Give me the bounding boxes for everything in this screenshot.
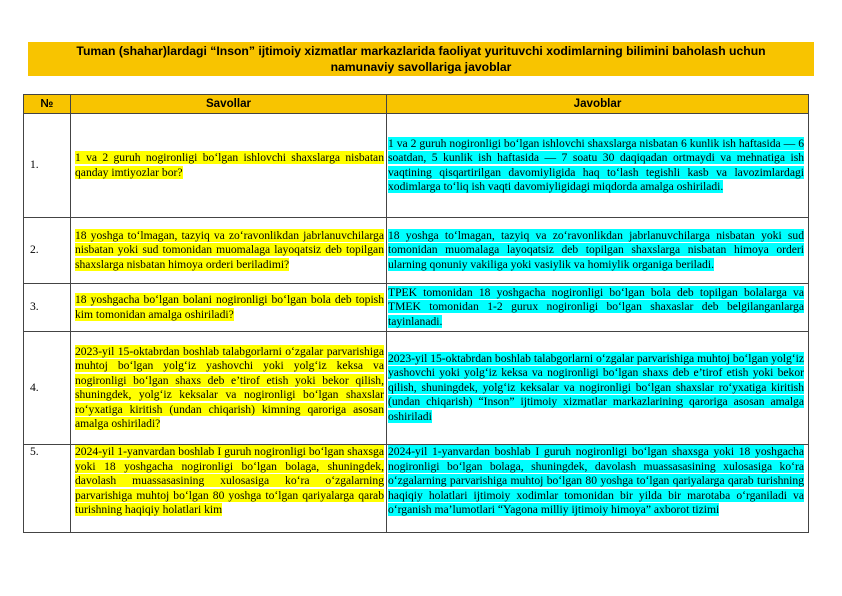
table-row: [24, 218, 809, 284]
question-cell: [71, 284, 387, 332]
row-number: 5.: [24, 445, 71, 533]
answer-text: TPEK tomonidan 18 yoshgacha nogironligi bo‘lgan bola deb topilgan bolalarga va TMEK tomonidan 1-2 gurux nogironligi bo‘lgan shaxaslar deb belgilanganlarga tayinlanadi.: [388, 285, 804, 328]
table-row: [24, 114, 809, 218]
question-text: 2024-yil 1-yanvardan boshlab I guruh nogironligi bo‘lgan shaxsga yoki 18 yoshgacha nogironligi bo‘lgan bolaga, shuningdek, davolash muassasasining xulosasiga ko‘ra o‘zgalarning parvarishiga muhtoj bo‘lgan 80 yoshga to‘lgan qariyalarga qarab turishning haqiqiy holatlari kim: [75, 445, 384, 516]
answer-text: 2023-yil 15-oktabrdan boshlab talabgorlarni o‘zgalar parvarishiga muhtoj bo‘lgan yolg‘iz yashovchi yoki yolg‘iz keksa va nogironligi bo‘lgan shaxs deb e’tirof etish yoki bekor qilish, shuningdek, yolg‘iz keksalar va nogironligi bo‘lgan shaxslar ro‘yxatiga kiritish (undan chiqarish) “Inson” ijtimoiy xizmatlar markazlarining qaroriga asosan amalga oshiriladi: [388, 351, 804, 423]
row-number: 1.: [24, 114, 71, 218]
row-number: 2.: [24, 218, 71, 284]
answer-cell: [387, 445, 809, 533]
header-answers: Javoblar: [387, 95, 809, 114]
table-row: [24, 284, 809, 332]
table-header-row: [24, 95, 809, 114]
table-row: [24, 445, 809, 533]
header-questions: Savollar: [71, 95, 387, 114]
document-title: [28, 42, 814, 76]
answer-cell: [387, 114, 809, 218]
question-text: 18 yoshgacha bo‘lgan bolani nogironligi bo‘lgan bola deb topish kim tomonidan amalga oshiriladi?: [75, 293, 384, 321]
question-text: 1 va 2 guruh nogironligi bo‘lgan ishlovchi shaxslarga nisbatan qanday imtiyozlar bor?: [75, 151, 384, 179]
title-line-2: namunaviy savollariga javoblar: [330, 60, 512, 74]
qa-table: [23, 94, 809, 533]
row-number: 4.: [24, 332, 71, 445]
question-cell: [71, 445, 387, 533]
title-line-1: Tuman (shahar)lardagi “Inson” ijtimoiy xizmatlar markazlarida faoliyat yurituvchi xodimlarning bilimini baholash uchun: [76, 44, 766, 58]
table-row: [24, 332, 809, 445]
row-number: 3.: [24, 284, 71, 332]
question-cell: [71, 332, 387, 445]
answer-text: 18 yoshga to‘lmagan, tazyiq va zo‘ravonlikdan jabrlanuvchilarga nisbatan yoki sud tomonidan muomalaga layoqatsiz deb topilgan shaxslarga nisbatan himoya orderi ularning qonuniy vakiliga yoki vasiylik va homiylik organiga beriladi.: [388, 228, 804, 271]
header-number: №: [24, 95, 71, 114]
answer-cell: [387, 332, 809, 445]
answer-text: 2024-yil 1-yanvardan boshlab I guruh nogironligi bo‘lgan shaxsga yoki 18 yoshgacha nogironligi bo‘lgan bolaga, shuningdek, davolash muassasasining xulosasiga ko‘ra o‘zgalarning parvarishiga muhtoj bo‘lgan 80 yoshga to‘lgan qariyalarga qarab turishning haqiqiy holatlari ijtimoiy xodimlar tomonidan bir yilda bir marotaba o‘rganiladi va o‘rganish ma’lumotlari “Yagona milliy ijtimoiy himoya” axborot tizimi: [388, 445, 804, 516]
question-text: 18 yoshga to‘lmagan, tazyiq va zo‘ravonlikdan jabrlanuvchilarga nisbatan yoki sud tomonidan muomalaga layoqatsiz deb topilgan shaxslarga nisbatan himoya orderi beriladimi?: [75, 228, 384, 271]
question-cell: [71, 114, 387, 218]
answer-text: 1 va 2 guruh nogironligi bo‘lgan ishlovchi shaxslarga nisbatan 6 kunlik ish haftasida — 6 soatdan, 5 kunlik ish haftasida — 7 soatu 30 daqiqadan ortmaydi va mehnatiga ish vaqtining qisqartirilgan davomiyligida haq to‘lash tegishli kasb va lavozimlardagi xodimlarga to‘liq ish vaqti davomiyligidagi miqdorda amalga oshiriladi.: [388, 136, 804, 193]
question-text: 2023-yil 15-oktabrdan boshlab talabgorlarni o‘zgalar parvarishiga muhtoj bo‘lgan yolg‘iz yashovchi yoki yolg‘iz keksa va nogironligi bo‘lgan shaxs deb e’tirof etish yoki bekor qilish, shuningdek, yolg‘iz keksalar va nogironligi bo‘lgan shaxslar ro‘yxatiga kiritish (undan chiqarish) kimning qaroriga asosan amalga oshiriladi?: [75, 344, 384, 430]
answer-cell: [387, 218, 809, 284]
answer-cell: [387, 284, 809, 332]
question-cell: [71, 218, 387, 284]
